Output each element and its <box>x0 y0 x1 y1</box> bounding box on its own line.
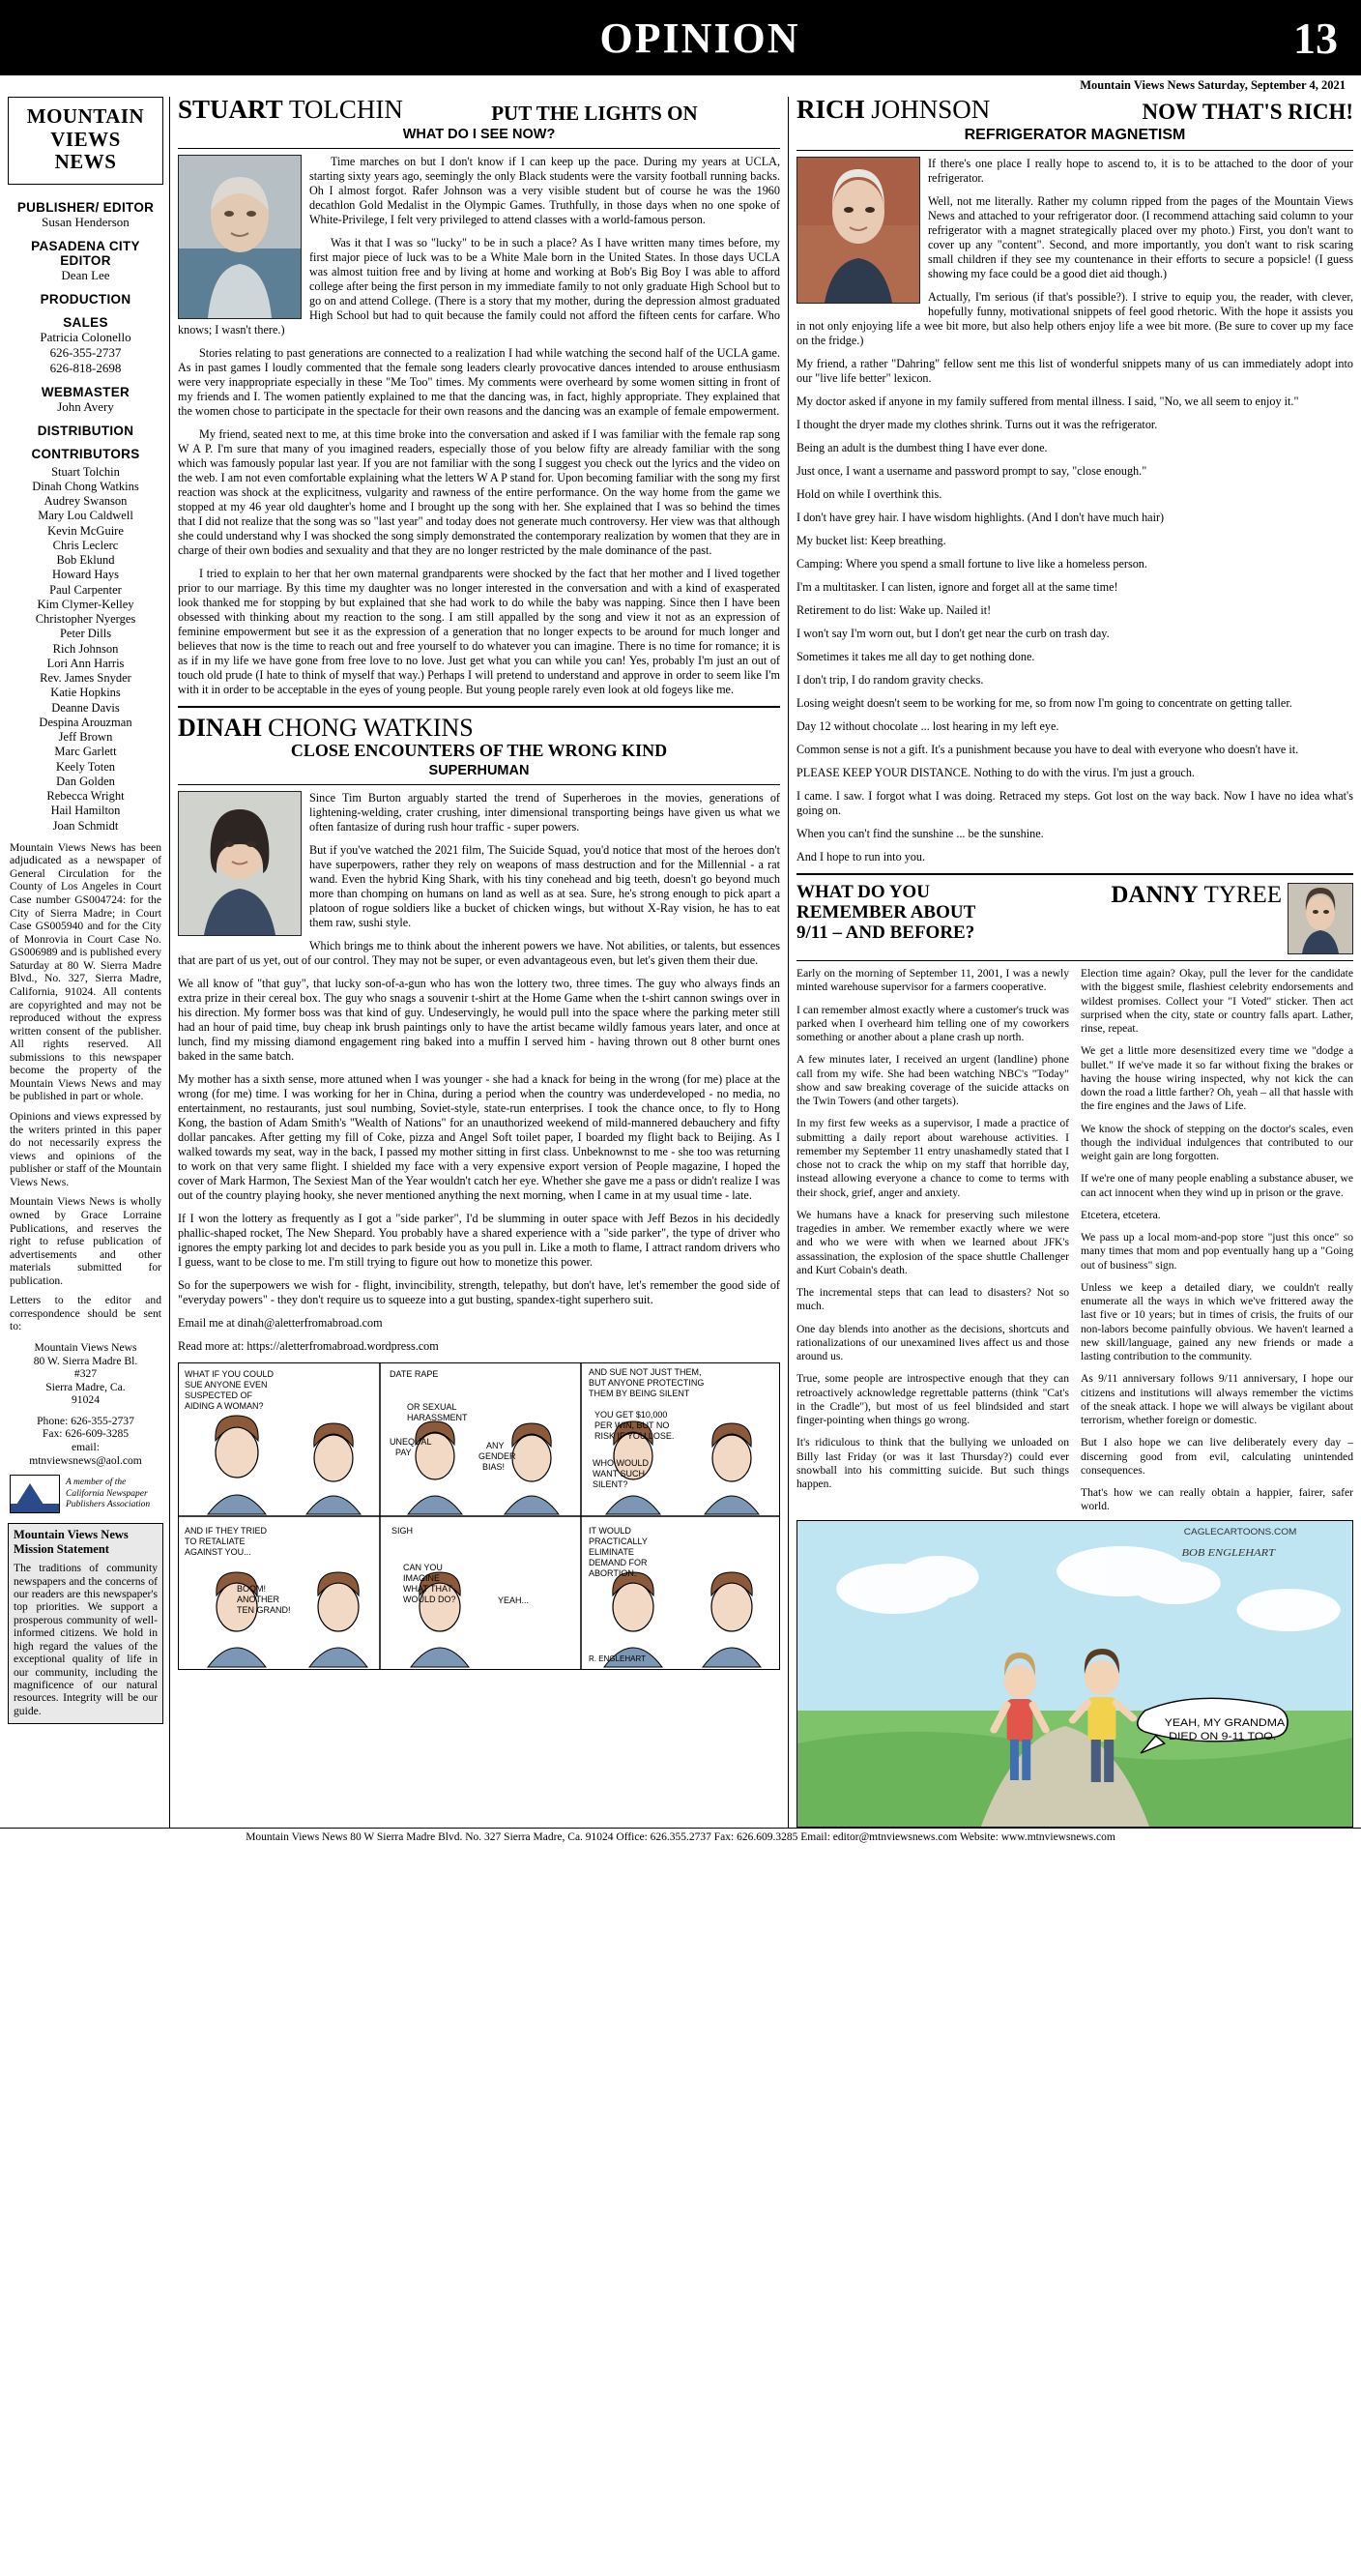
contributor-name: Mary Lou Caldwell <box>38 509 133 523</box>
masthead-dateline: Mountain Views News Saturday, September 4, 2021 <box>1080 78 1346 92</box>
dinah-byline-first: DINAH <box>178 714 262 742</box>
paragraph: It's ridiculous to think that the bullying we unloaded on Billy last Friday (or was it last Thursday?) could ever snowball into his committing suicide. But such things happen. <box>796 1436 1069 1490</box>
svg-text:WHAT IF YOU COULD: WHAT IF YOU COULD <box>185 1368 275 1379</box>
contributor-name: Howard Hays <box>51 568 120 582</box>
divider <box>178 784 780 785</box>
svg-text:SUE ANYONE EVEN: SUE ANYONE EVEN <box>185 1379 268 1390</box>
paragraph: Day 12 without chocolate ... lost hearing in my left eye. <box>796 719 1059 733</box>
dinah-header <box>178 716 780 778</box>
svg-text:DEMAND FOR: DEMAND FOR <box>589 1557 648 1567</box>
paragraph: Etcetera, etcetera. <box>1081 1208 1161 1221</box>
paragraph: The incremental steps that can lead to disasters? Not so much. <box>796 1286 1069 1313</box>
mission-body: The traditions of community newspapers and the concerns of our readers are this newspaper's top priorities. We support a prosperous community of well-informed citizens. We hold in high regard the values of the exceptional quality of life in our community, including the magnificence of our natural resources. Integrity will be our guide. <box>14 1562 158 1717</box>
paragraph: Email me at dinah@aletterfromabroad.com <box>178 1315 383 1330</box>
contributor-name: Kim Clymer-Kelley <box>37 597 134 611</box>
portrait-illustration-icon <box>797 158 919 303</box>
paragraph: When you can't find the sunshine ... be the sunshine. <box>796 827 1044 840</box>
tyree-byline <box>1111 883 1282 907</box>
svg-text:RISK IF YOU LOSE.: RISK IF YOU LOSE. <box>594 1430 675 1441</box>
svg-text:PAY: PAY <box>395 1447 412 1457</box>
paragraph: I can remember almost exactly where a customer's truck was parked when I overheard him telling one of my coworkers something or another about a plane crash up north. <box>796 1003 1069 1043</box>
address-line: Sierra Madre, Ca. <box>45 1380 126 1393</box>
contributor-name: Hail Hamilton <box>50 804 121 818</box>
tyree-byline-wrap <box>1111 883 1353 954</box>
svg-text:AIDING A WOMAN?: AIDING A WOMAN? <box>185 1400 264 1411</box>
svg-text:PER WIN, BUT NO: PER WIN, BUT NO <box>594 1420 670 1430</box>
page-title: OPINION <box>599 14 800 62</box>
staff-phone-sales-1: 626-355-2737 <box>49 344 122 360</box>
svg-text:YEAH...: YEAH... <box>498 1595 530 1605</box>
svg-text:UNEQUAL: UNEQUAL <box>390 1436 432 1447</box>
svg-text:ELIMINATE: ELIMINATE <box>589 1546 634 1557</box>
svg-text:WHO WOULD: WHO WOULD <box>593 1457 649 1468</box>
contact-line: mtnviewsnews@aol.com <box>29 1453 142 1467</box>
contributor-name: Lori Ann Harris <box>46 656 125 670</box>
svg-text:YEAH, MY GRANDMA: YEAH, MY GRANDMA <box>1164 1716 1286 1729</box>
staff-role-pasadena-editor-l2: EDITOR <box>60 252 111 268</box>
mission-statement-box <box>8 1523 163 1724</box>
paragraph: And I hope to run into you. <box>796 850 926 864</box>
paragraph: Opinions and views expressed by the writers printed in this paper do not necessarily express the views and opinions of the publisher or staff of the Mountain Views News. <box>10 1110 161 1188</box>
dinah-headline: CLOSE ENCOUNTERS OF THE WRONG KIND <box>290 741 668 760</box>
cartoon-panels-illustration <box>179 1363 780 1669</box>
paragraph: We humans have a knack for preserving such milestone tragedies in amber. We remember exactly where we were and who we were with when we learned about JFK's assassination, the explosion of the space shuttle Challenger and Kurt Cobain's death. <box>796 1208 1069 1276</box>
address-line: Mountain Views News <box>34 1341 137 1355</box>
dinah-byline-last: CHONG WATKINS <box>268 714 474 742</box>
page-number: 13 <box>1293 13 1338 63</box>
svg-text:PRACTICALLY: PRACTICALLY <box>589 1536 648 1546</box>
contact-line: Phone: 626-355-2737 <box>37 1414 134 1427</box>
paragraph: Losing weight doesn't seem to be working for me, so from now I'm going to concentrate on getting taller. <box>796 696 1292 710</box>
paragraph: PLEASE KEEP YOUR DISTANCE. Nothing to do with the virus. I'm just a grouch. <box>796 766 1195 779</box>
mission-title-line1: Mountain Views News <box>14 1528 129 1542</box>
paragraph: Unless we keep a detailed diary, we couldn't really enumerate all the ways in which we've frittered away the last five or 10 years; but in times of crisis, the fruits of our non-labors become painfully obvious. We haven't learned a new skill/language, gained any new friends or made a lasting contribution to the community. <box>1081 1280 1353 1362</box>
contributor-name: Marc Garlett <box>54 745 117 759</box>
remember-header <box>796 883 1353 954</box>
rich-header <box>796 97 1353 124</box>
nameplate <box>8 97 163 185</box>
paragraph: Being an adult is the dumbest thing I have ever done. <box>796 441 1048 454</box>
section-divider <box>178 706 780 708</box>
contributor-name: Jeff Brown <box>58 730 113 745</box>
page-footer: Mountain Views News 80 W Sierra Madre Blvd. No. 327 Sierra Madre, Ca. 91024 Office: 626.355.2737 Fax: 626.609.3285 Email: editor@mtnviewsnews.com Website: www.mtnviewsnews.com <box>0 1828 1361 1846</box>
paragraph: If there's one place I really hope to ascend to, it is to be attached to the door of your refrigerator. <box>928 157 1353 185</box>
contributor-name: Audrey Swanson <box>43 494 128 509</box>
contributor-name: Stuart Tolchin <box>51 464 120 479</box>
remember-headline-line2: REMEMBER ABOUT <box>796 901 976 922</box>
svg-text:GENDER: GENDER <box>478 1450 516 1461</box>
paragraph: I won't say I'm worn out, but I don't get near the curb on trash day. <box>796 627 1110 640</box>
contributors-list <box>10 465 161 834</box>
svg-text:SILENT?: SILENT? <box>593 1478 628 1489</box>
staff-role-distribution: DISTRIBUTION <box>37 423 134 438</box>
svg-text:TEN GRAND!: TEN GRAND! <box>237 1604 291 1615</box>
nameplate-line1: MOUNTAIN <box>26 104 145 128</box>
svg-text:DIED ON 9-11 TOO.: DIED ON 9-11 TOO. <box>1169 1730 1277 1742</box>
section-divider <box>796 873 1353 875</box>
dinah-byline <box>178 716 780 741</box>
svg-text:ANOTHER: ANOTHER <box>237 1594 280 1604</box>
svg-text:CAN YOU: CAN YOU <box>403 1562 443 1572</box>
contributor-name: Chris Leclerc <box>52 538 119 552</box>
editorial-cartoon-right <box>796 1520 1353 1828</box>
paragraph: Time marches on but I don't know if I can keep up the pace. During my years at UCLA, starting sixty years ago, seemingly the only Black students were the varsity football running backs. Oh I almost forgot. Rafer Johnson was a very visible student but of course he was the 1960 decathlon Gold Medalist in the Olympic Games. Truthfully, in those days when no one spoke of White-Privilege, I felt very privileged to attend classes with a world-famous person. <box>309 155 780 226</box>
contributors-heading: CONTRIBUTORS <box>31 446 140 461</box>
contributor-name: Peter Dills <box>59 627 112 641</box>
stuart-byline-last: TOLCHIN <box>288 95 403 124</box>
nameplate-line2: VIEWS <box>50 127 121 151</box>
paragraph: One day blends into another as the decisions, shortcuts and rationalizations of our unexamined lives affect us and those around us. <box>796 1322 1069 1362</box>
svg-text:WOULD DO?: WOULD DO? <box>403 1594 456 1604</box>
contributor-name: Kevin McGuire <box>47 523 124 538</box>
cnpa-membership <box>8 1475 163 1513</box>
tyree-byline-last: TYREE <box>1203 882 1282 908</box>
legal-notice <box>8 841 163 1333</box>
svg-text:IMAGINE: IMAGINE <box>403 1572 441 1583</box>
paragraph: Early on the morning of September 11, 2001, I was a newly minted warehouse supervisor for a farmers cooperative. <box>796 967 1069 994</box>
svg-text:ANY: ANY <box>486 1440 505 1450</box>
staff-role-pasadena-editor-l1: PASADENA CITY <box>31 238 140 253</box>
paragraph: Mountain Views News is wholly owned by Grace Lorraine Publications, and reserves the right to refuse publication of advertisements and other materials submitted for publication. <box>10 1195 161 1287</box>
paragraph: Read more at: https://aletterfromabroad.wordpress.com <box>178 1338 439 1353</box>
staff-phone-sales-2: 626-818-2698 <box>49 360 122 375</box>
contributor-name: Christopher Nyerges <box>35 612 136 627</box>
svg-text:SUSPECTED OF: SUSPECTED OF <box>185 1390 253 1400</box>
editorial-cartoon-left <box>178 1362 780 1670</box>
paragraph: But I also hope we can live deliberately every day – discerning good from evil, calculating unintended consequences. <box>1081 1436 1353 1477</box>
address-line: 91024 <box>72 1393 100 1407</box>
stuart-subhead: WHAT DO I SEE NOW? <box>402 127 556 142</box>
contact-line: email: <box>72 1440 100 1453</box>
page-content <box>0 97 1361 1828</box>
divider <box>796 150 1353 151</box>
contributor-name: Rev. James Snyder <box>40 671 131 686</box>
paragraph: I'm a multitasker. I can listen, ignore and forget all at the same time! <box>796 580 1118 594</box>
paragraph: Camping: Where you spend a small fortune to live like a homeless person. <box>796 557 1147 571</box>
stuart-headline-wrap <box>409 102 780 124</box>
paragraph: True, some people are introspective enough that they can retroactively acknowledge regrettable patterns (think "Cat's in the Cradle"), but most of us feel blindsided and start finger-pointing when things go wrong. <box>796 1372 1069 1426</box>
paragraph: Since Tim Burton arguably started the trend of Superheroes in the movies, generations of lightening-welding, crater crushing, inter dimensional transporting beings have given us what we often fantasize of during rush hour traffic - super powers. <box>309 790 780 834</box>
paragraph: Stories relating to past generations are connected to a realization I had while watching the second half of the UCLA game. As in past games I loudly commented that the female song leaders clearly provocative dances intended to arouse enthusiasm were very inappropriate especially in these "Me Too" times. My comments were overheard by some women sitting in front of my friends and I. The women patiently explained to me that the dancing was, in fact, highly appropriate. They explained that the women chose to participate in the spectacle for their own reasons and the dancing was an example of female empowerment. <box>178 346 780 418</box>
paragraph: My doctor asked if anyone in my family suffered from mental illness. I said, "No, we all seem to enjoy it." <box>796 395 1299 408</box>
paragraph: We all know of "that guy", that lucky son-of-a-gun who has won the lottery two, three times. The guy who always finds an extra prize in their cereal box. The guy who snags a souvenir t-shirt at the Home Game when the t-shirt cannon swings over in his direction. My former boss was that kind of guy. Undeservingly, he would pull into the space where the parking meter still had an hour of paid time, buy cheap ink brush paintings only to have the artist became wildly famous years later, and once at lunch, find my missing diamond engagement ring baked into a muffin I served him - having thrown out 8 other burnt ones baked in the same batch. <box>178 976 780 1063</box>
staff-role-production: PRODUCTION <box>40 291 131 307</box>
rich-subhead: REFRIGERATOR MAGNETISM <box>964 127 1186 143</box>
stuart-header <box>178 97 780 124</box>
address-block <box>8 1341 163 1407</box>
paragraph: We pass up a local mom-and-pop store "just this once" so many times that mom and pop eventually hang up a "Going out of business" sign. <box>1081 1231 1353 1272</box>
paragraph: A few minutes later, I received an urgent (landline) phone call from my wife. She had been watching NBC's "Today" show and saw breaking coverage of the suicide attacks on the Twin Towers (and other targets). <box>796 1053 1069 1107</box>
svg-text:OR SEXUAL: OR SEXUAL <box>407 1401 457 1412</box>
nameplate-line3: NEWS <box>54 150 117 174</box>
contributor-name: Joan Schmidt <box>52 818 119 833</box>
tyree-portrait-photo <box>1288 883 1353 954</box>
svg-text:BUT ANYONE PROTECTING: BUT ANYONE PROTECTING <box>589 1377 705 1388</box>
remember-article-body <box>796 967 1353 1514</box>
paragraph: That's how we can really obtain a happier, fairer, safer world. <box>1081 1486 1353 1513</box>
svg-text:WHAT THAT: WHAT THAT <box>403 1583 452 1594</box>
address-line: #327 <box>73 1367 98 1381</box>
staff-role-publisher: PUBLISHER/ EDITOR <box>16 199 155 215</box>
paragraph: Hold on while I overthink this. <box>796 487 942 501</box>
svg-text:IT WOULD: IT WOULD <box>589 1525 631 1536</box>
staff-block <box>8 185 163 834</box>
rich-byline-first: RICH <box>796 95 865 124</box>
right-column <box>789 97 1353 1828</box>
dinah-subhead: SUPERHUMAN <box>428 762 530 778</box>
masthead <box>0 0 1361 75</box>
contact-line: Fax: 626-609-3285 <box>42 1427 130 1441</box>
paragraph: Well, not me literally. Rather my column ripped from the pages of the Mountain Views News and attached to your refrigerator door. (I recommend attaching said column to your refrigerator with a magnet strategically placed over my photo.) First, you don't want to cover up any "content". Second, and more importantly, you don't want to risk scaring small children if they see my countenance in their efforts to secure a popsicle! (I guess showing my face could be a good diet aid though.) <box>928 194 1353 280</box>
svg-text:ABORTION.: ABORTION. <box>589 1567 637 1578</box>
paragraph: I came. I saw. I forgot what I was doing. Retraced my steps. Got lost on the way back. Now I have no idea what's going on. <box>796 789 1353 817</box>
tyree-byline-first: DANNY <box>1111 882 1199 908</box>
paragraph: Mountain Views News has been adjudicated as a newspaper of General Circulation for the County of Los Angeles in Court Case number GS004724: for the City of Sierra Madre; in Court Case GS005940 and for the City of Monrovia in Court Case No. GS006989 and is published every Saturday at 80 W. Sierra Madre Blvd., No. 327, Sierra Madre, California, 91024. All contents are copyrighted and may not be reproduced without the express written consent of the publisher. All rights reserved. All submissions to this newspaper become the property of the Mountain Views News and may be published in part or whole. <box>10 840 161 1103</box>
remember-headline-wrap <box>796 883 975 944</box>
paragraph: Common sense is not a gift. It's a punishment because you have to deal with everyone who doesn't have it. <box>796 743 1299 756</box>
svg-text:THEM BY BEING SILENT: THEM BY BEING SILENT <box>589 1388 690 1398</box>
address-line: 80 W. Sierra Madre Bl. <box>33 1354 138 1367</box>
contributor-name: Dan Golden <box>56 774 115 788</box>
paragraph: I don't have grey hair. I have wisdom highlights. (And I don't have much hair) <box>796 511 1165 524</box>
remember-headline-line1: WHAT DO YOU <box>796 882 930 902</box>
dinah-portrait-photo <box>178 791 302 936</box>
staff-name-pasadena-editor: Dean Lee <box>61 267 110 282</box>
svg-text:AND SUE NOT JUST THEM,: AND SUE NOT JUST THEM, <box>589 1366 702 1377</box>
contributor-name: Rebecca Wright <box>46 789 125 804</box>
stuart-byline <box>178 97 403 123</box>
svg-text:BIAS!: BIAS! <box>482 1461 506 1472</box>
paragraph: Retirement to do list: Wake up. Nailed it! <box>796 603 992 617</box>
paragraph: But if you've watched the 2021 film, The Suicide Squad, you'd notice that most of the heroes don't have superpowers, rather they rely on weapons of mass destruction and for the Millennial - a rat wand. Even the hybrid King Shark, with his tiny conehead and big teeth, doesn't go beyond much more than chomping on humans on land as well as at sea. Sure, he's strong enough to pick apart a platoon of rogue soldiers like a bucket of chicken wings, but without X-Ray vision, he has to eat them raw, sushi style. <box>309 842 780 929</box>
cartoon-signature: BOB ENGLEHART <box>1181 1546 1275 1559</box>
paragraph: My friend, a rather "Dahring" fellow sent me this list of wonderful snippets many of us can immediately adopt into our "live life better" lexicon. <box>796 357 1353 385</box>
stuart-portrait-photo <box>178 155 302 319</box>
contributor-name: Keely Toten <box>55 759 116 774</box>
rich-byline-last: JOHNSON <box>871 95 991 124</box>
center-column <box>170 97 789 1828</box>
portrait-illustration-icon <box>179 792 301 935</box>
svg-text:HARASSMENT: HARASSMENT <box>407 1412 468 1422</box>
paragraph: My mother has a sixth sense, more attuned when I was younger - she had a knack for being in the wrong (for me) place at the wrong (for me) time. I was working for her in China, during a period when the country was underdeveloped - no media, no entertainment, no restaurants, just soul numbing, Soviet-style, state-run enterprises. I took the chance once, to fly to Hong Kong, the bastion of Adam Smith's "Wealth of Nations" for an unauthorized weekend of mild-mannered debauchery and fifty dollar pancakes. After getting my fill of Coke, pizza and Angel Soft toilet paper, I boarded my flight back to Beijing. As I walked towards my seat, way in the back, I passed my mother sitting in first class. Unbeknownst to me - she too was returning to work on that very same flight. I shielded my face with a very expensive export version of People magazine, I hoped the cover of Mark Harmon, The Sexiest Man of the Year wouldn't catch her eye. Whether she gave me a pass or didn't realize I was out of the country playing hooky, she never mentioned anything the next morning, when I came in at my usual time - late. <box>178 1071 780 1202</box>
paragraph: In my first few weeks as a supervisor, I made a practice of submitting a daily report about warehouse activities. I remember my September 11 entry unashamedly stated that I chose not to crack the whip on my staff that horrible day, instead allowing everyone a chance to come to terms with their shock, grief, anger and anxiety. <box>796 1117 1069 1199</box>
paragraph: I tried to explain to her that her own maternal grandparents were shocked by the fact that her mother and I lived together prior to our marriage. By this time my daughter was no longer interested in the conversation and with a kind of exasperated look thanked me for stopping by but explained that she had work to do while the baby was napping. Since then I have been obsessed with thinking about my reaction to the song. I am still appalled by the song and view it not as an expression of feminine empowerment but see it as the expression of a generation that no longer expects to be around for much longer and believes that now is the time to reach out and free yourself to do whatever you can imagine. There is no time for romance; it is as if in my life we have gone from free love to no love. Just get what you can while you can! Yes, probably I'm just an out of touch old prude (I hate to think of myself that way.) Perhaps I will pretend to understand and approve in order to seem like I'm with it in order to be acceptable in the eyes of young people. But young people rarely even look at old fogeys like me. <box>178 567 780 696</box>
contributor-name: Despina Arouzman <box>39 715 132 729</box>
cartoon-scene-illustration <box>797 1521 1352 1827</box>
svg-text:YOU GET $10,000: YOU GET $10,000 <box>594 1409 668 1420</box>
contributor-name: Bob Eklund <box>56 553 115 568</box>
divider <box>178 148 780 149</box>
svg-text:DATE RAPE: DATE RAPE <box>390 1368 439 1379</box>
paragraph: Letters to the editor and correspondence should be sent to: <box>10 1294 161 1333</box>
paragraph: Sometimes it takes me all day to get nothing done. <box>796 650 1035 663</box>
staff-role-sales: SALES <box>63 314 108 330</box>
paragraph: We know the shock of stepping on the doctor's scales, even though the individual indulgences that contributed to our weight gain are long forgotten. <box>1081 1122 1353 1162</box>
paragraph: I thought the dryer made my clothes shrink. Turns out it was the refrigerator. <box>796 418 1158 431</box>
paragraph: If we're one of many people enabling a substance abuser, we can act innocent when they wind up in prison or the grave. <box>1081 1172 1353 1199</box>
staff-name-webmaster: John Avery <box>57 398 114 414</box>
remember-headline-line3: 9/11 – AND BEFORE? <box>796 922 975 943</box>
paragraph: So for the superpowers we wish for - flight, invincibility, strength, telepathy, but don't have, let's remember the good side of "everyday powers" - they don't require us to squeeze into a gut busting, spandex-tight superhero suit. <box>178 1277 780 1306</box>
svg-text:AGAINST YOU...: AGAINST YOU... <box>185 1546 251 1557</box>
divider <box>796 960 1353 961</box>
paragraph: My friend, seated next to me, at this time broke into the conversation and asked if I was familiar with the female rap song W A P. I'm sure that many of you imagined readers, especially those of you below fifty are already familiar with the song which was famously popular last year. If you are not familiar with the song I suggest you check out the lyrics and the video on the web. I am not even comfortable explaining what the letters W A P stand for. Upon becoming familiar with the song my first reaction was shock at the explicitness, vulgarity and rawness of the entire performance. On the way home from the game we stopped at my 46 year old daughter's home and I brought up the song with her. She explained that I was so behind the times that I did not realize that the song was so "last year" and today does not generate much controversy. Her view was that although she could understand why I was shocked the song simply demonstrated the contemporary realization by women that they are in charge of their own bodies and sexuality and that they are no longer restricted by the male dominance of the past. <box>178 427 780 557</box>
svg-text:R. ENGLEHART: R. ENGLEHART <box>589 1654 646 1663</box>
svg-text:AND IF THEY TRIED: AND IF THEY TRIED <box>185 1525 268 1536</box>
svg-text:SIGH: SIGH <box>391 1525 414 1536</box>
paragraph: Which brings me to think about the inherent powers we have. Not abilities, or talents, but essences that are part of us yet, out of our control. They may not be super, or even advantageous even, but let's given them their due. <box>178 938 780 967</box>
cnpa-text: A member of the California Newspaper Publishers Association <box>66 1478 151 1509</box>
contact-block <box>8 1415 163 1467</box>
paragraph: I don't trip, I do random gravity checks. <box>796 673 984 687</box>
cnpa-logo-icon <box>10 1475 60 1513</box>
contributor-name: Deanne Davis <box>51 700 120 715</box>
paragraph: Just once, I want a username and password prompt to say, "close enough." <box>796 464 1147 478</box>
paragraph: We get a little more desensitized every time we "dodge a bullet." If we've made it so far without fixing the brakes or having the house wiring inspected, why not kick the can down the road a little farther? Oh, yeah – all that hassle with the fire engines and the Jaws of Life. <box>1081 1044 1353 1113</box>
paragraph: Was it that I was so "lucky" to be in such a place? As I have written many times before, my first major piece of luck was to be a White Male born in the United States. In those days UCLA was almost tuition free and by living at home and working at Bob's Big Boy I was able to afford college after being the first person in my immediate family to not only graduate High School but to go on and attend College. (There is a story that my mother, during the depression almost graduated High School but had to quit because the family could not afford the fifteen cents for carfare. Who knows; I wasn't there.) <box>178 236 780 337</box>
stuart-headline: PUT THE LIGHTS ON <box>491 101 698 125</box>
portrait-illustration-icon <box>179 156 301 318</box>
paragraph: As 9/11 anniversary follows 9/11 anniversary, I hope our citizens and institutions will always remember the victims of the sneak attack. I hope we will always be vigilant about terrorism, whether foreign or domestic. <box>1081 1372 1353 1426</box>
rich-headline: NOW THAT'S RICH! <box>1142 99 1353 124</box>
svg-text:WANT SUCH: WANT SUCH <box>593 1468 645 1478</box>
portrait-illustration-icon <box>1289 884 1352 953</box>
staff-name-sales: Patricia Colonello <box>40 329 131 344</box>
staff-role-webmaster: WEBMASTER <box>41 384 130 399</box>
staff-name-publisher: Susan Henderson <box>42 214 130 229</box>
contributor-name: Katie Hopkins <box>50 686 121 700</box>
svg-text:TO RETALIATE: TO RETALIATE <box>185 1536 246 1546</box>
paragraph: My bucket list: Keep breathing. <box>796 534 946 547</box>
paragraph: Actually, I'm serious (if that's possible?). I strive to equip you, the reader, with clever, hopefully funny, motivational snippets of feel good rhetoric. With the hope it assists you in not only enjoying life a wee bit more, but also help others enjoy life a wee bit more. (Be sure to cover up my face on the fridge.) <box>796 290 1353 347</box>
contributor-name: Paul Carpenter <box>49 582 122 597</box>
svg-text:BOOM!: BOOM! <box>237 1583 267 1594</box>
paragraph: Election time again? Okay, pull the lever for the candidate with the biggest smile, flashiest celebrity endorsements and wildest promises. Collect your "I Voted" sticker. Then act surprised when the city, state or country falls apart. Lather, rinse, repeat. <box>1081 967 1353 1035</box>
paragraph: If I won the lottery as frequently as I got a "side parker", I'd be slumming in outer space with Jeff Bezos in his decidedly phallic-shaped rocket, The New Shepard. You probably have a shared experience with a "side parker", the type of driver who ignores the empty parking lot and decides to park beside you as you pull in. Like a moth to flame, I attract random drivers who I guess, want to be close to me. I'm still trying to figure out how to monetize this power. <box>178 1211 780 1269</box>
stuart-byline-first: STUART <box>178 95 283 124</box>
left-rail <box>8 97 170 1828</box>
mission-title-line2: Mission Statement <box>14 1542 109 1557</box>
rich-portrait-photo <box>796 157 920 304</box>
contributor-name: Dinah Chong Watkins <box>32 479 139 493</box>
rich-byline <box>796 97 990 123</box>
contributor-name: Rich Johnson <box>52 641 119 656</box>
cartoon-credit: CAGLECARTOONS.COM <box>1183 1526 1297 1537</box>
